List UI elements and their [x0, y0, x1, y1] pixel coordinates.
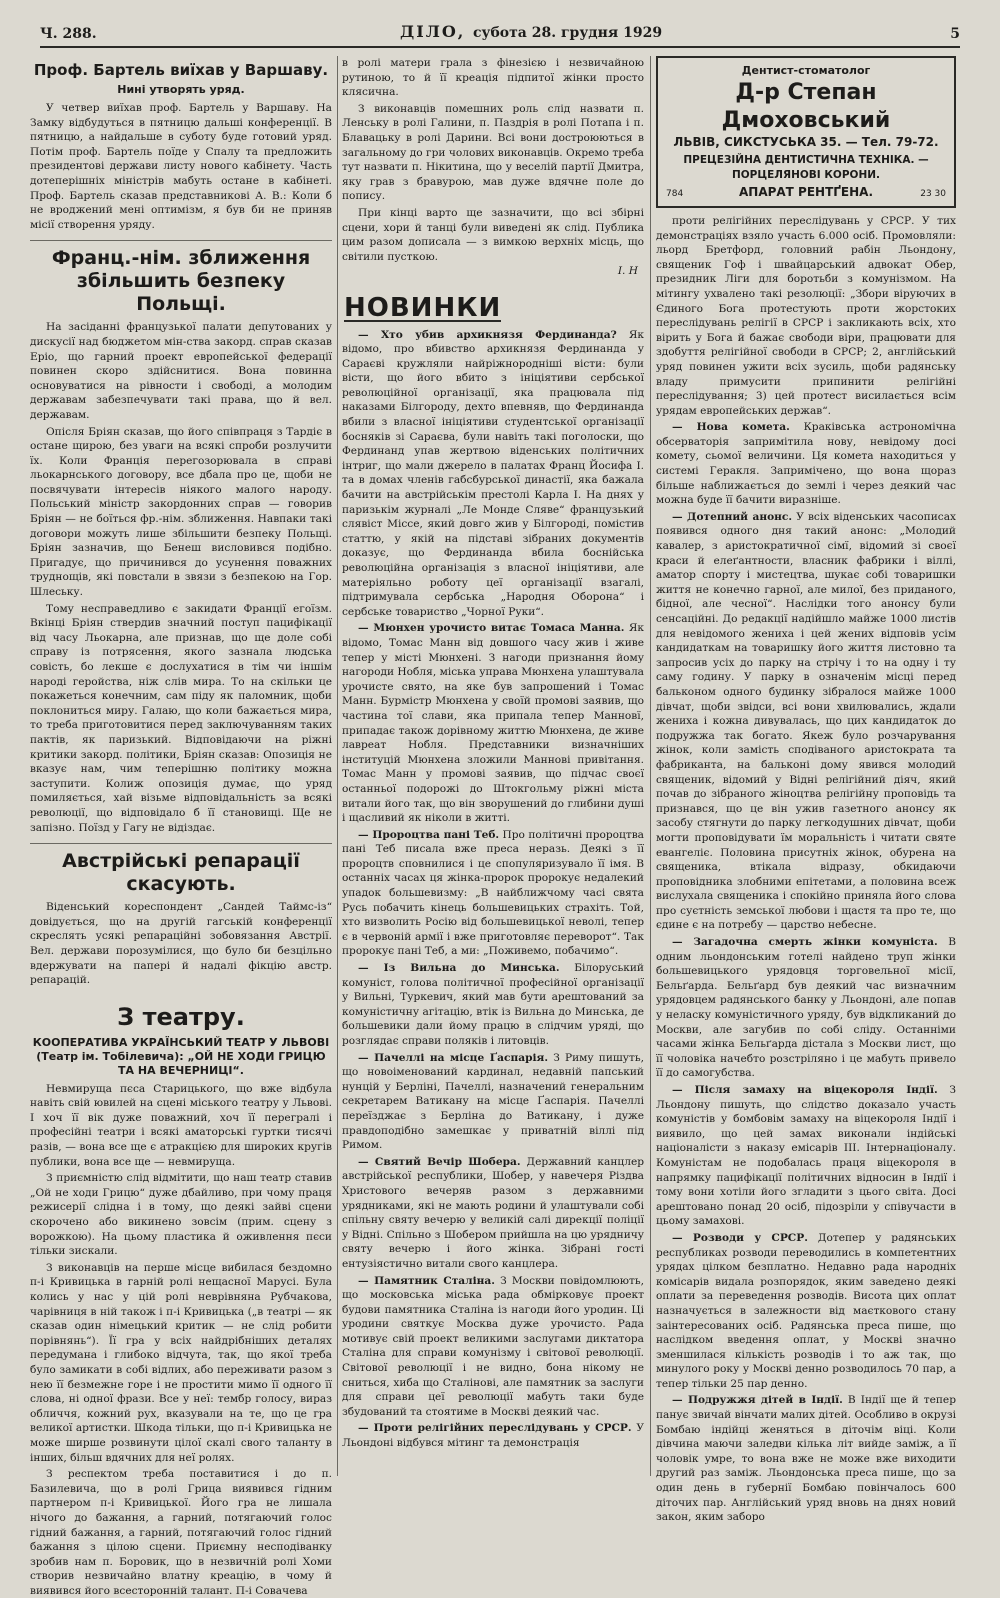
header-rule [40, 46, 960, 48]
news-text: Про політичні пророцтва пані Теб писала вже преса неразь. Деякі з її пророцтв сповнилися і це спопуляризувало її імя. В останніх часах ця жінка-пророк пророкує недалекий упадок большевизму: „В найближчому часі свята Русь побачить кінець большевицьких страхіть. Той, хто визволить Росію від большевицької неволі, тепер є в червоній армії і вже приготовляє переворот“. Так пророкує пані Теб, а ми: „Поживемо, побачимо“. [342, 828, 644, 958]
paragraph: На засіданні французької палати депутованих у дискусії над бюджетом мін-ства закорд. справ сказав Еріо, що гарний проект европейської федерації повинен скоро здійснитися. Вона повинна основуватися на рівности і свободі, а молодим державам забезпечувати такі права, що й вел. державам. [30, 321, 332, 421]
article-title: Проф. Бартель виїхав у Варшаву. [33, 61, 329, 79]
section-title: З театру. [117, 1002, 245, 1031]
divider [30, 240, 332, 241]
paragraph: Опісля Бріян сказав, що його співпраця з Тардіє в остане щирою, без уваги на всякі спроби розлучити їх. Коли Франція перегозорювала в справі льокарнського договору, все дбала про це, щоби не посвячувати інтересів ніякого малого народу. Польський міністр закордонних справ — говорив Бріян — не боїться фр.-нім. зближення. Навпаки такі договори можуть лише збільшити безпеку Польщі. Бріян зазначив, що Бенеш висловився подібно. Пригадує, що причинився до усунення поважних труднощів, які повстали в звязи з безпекою на Гор. Шлеську. [30, 425, 332, 599]
news-item [342, 961, 644, 1049]
issue-date: субота 28. грудня 1929 [472, 25, 663, 41]
news-item [342, 1155, 644, 1272]
ad-number: 23 30 [920, 189, 946, 200]
news-headline: — Дотепний анонс. [672, 510, 793, 523]
news-headline: — Проти релігійних переслідувань у СРСР. [358, 1422, 632, 1435]
news-text: У всіх віденських часописах появився одного дня такий анонс: „Молодий кавалер, з аристократичної сімї, відомий зі своєї краси й елеґантности, власник фабрики і віллі, аматор спорту і мистецтва, шукає собі товаришки життя не конечно гарної, але милої, без приданого, бідної, але чесної“. Наслідки того анонсу були сенсаційні. До редакції надійшло майже 1000 листів для невідомого жениха і цей жених відповів усім кандидаткам на товаришку його життя листовно та запросив усіх до парку на стрічу і то на одну і ту саму годину. У парку в означенім місці перед бальконом одного будинку зібралося майже 1000 дівчат, щоби звідси, всі вони хвилювались, ждали жениха і кожна дивувалась, що цих кандидаток до подружжа так богато. Якеж було розчарування жінок, коли замість сподіваного аристократа та фабриканта, на бальконі дому явився молодий священик, відомий у Відні релігійний діяч, який почав до зібраного жіноцтва релігійну проповідь та признався, що це він ужив газетного анонсу як засобу стягнути до парку легкодушних дівчат, щоби могти проповідувати їм моральність і читати святе евангеліє. Половина присутніх жінок, обурена на священика, втікала відразу, обкидаючи проповідника злобними епітетами, а половина всеж вислухала священика і спокійно приняла його слова про суєтність земської любови і щастя та про те, що єдине є на потребу — царство небесне. [656, 510, 956, 932]
news-item [342, 828, 644, 959]
news-text: З Риму пишуть, що новоіменований кардинал, недавній папський нунцій у Берліні, Пачеллі, назначений генеральним секретарем Ватикану на місце Ґаспарія. Пачеллі переїзджає з Берліна до Ватикану, і дуже правдоподібно замешкає у приватній віллі під Римом. [342, 1051, 644, 1152]
news-headline: — Нова комета. [672, 421, 790, 434]
column-divider [337, 56, 338, 1476]
page-header [40, 22, 960, 48]
article-title: Австрійські репарації скасують. [62, 850, 300, 896]
page-number: 5 [950, 26, 960, 42]
news-headline: — Подружжя дітей в Індії. [672, 1394, 843, 1407]
ad-line: ПРЕЦЕЗІЙНА ДЕНТИСТИЧНА ТЕХНІКА. — ПОРЦЕЛЯНОВІ КОРОНИ. [683, 154, 929, 181]
paragraph: З респектом треба поставитися і до п. Базилевича, що в ролі Грица виявився гідним партнером п-і Кривицької. Його гра не лишала нічого до бажання, а гарний, потягаючий голос гідний бажання, а гарний, потягаючий голос гідний бажання з цілою сцени. Приємну несподіванку зробив нам п. Боровик, що в незвичній ролі Хоми створив незвичайно влатну креацію, в чому й виявився його всесторонній талант. П-і Совачева [30, 1468, 332, 1597]
news-text: Державний канцлер австрійської республики, Шобер, у навечеря Різдва Христового вечеряв разом з державними урядниками, які не мають родини й улаштували собі спільну святу вечерю у великій салі дирекції поліції у Відні. Спільно з Шобером прийшла на цю урядничу святу вечерю і його жінка. Зібрані гості ентузіястично витали свого канцлера. [342, 1155, 644, 1270]
news-text: В одним льондонським готелі найдено труп жінки большевицького урядовця торговельної місії, Бельґарда. Бельґард був деякий час визначним урядовцем радянського банку у Льондоні, але попав у неласку комуністичного уряду, був відкликаний до Москви, але загубив по собі сліду. Останніми часами жінка Бельґарда дістала з Москви лист, що її чоловіка начебто розстріляно і це мабуть привело її до самогубства. [656, 936, 956, 1080]
article-title: Франц.-нім. зближення збільшить безпеку Польщі. [51, 247, 311, 316]
author-signature: І. Н [617, 265, 638, 278]
news-text: Як відомо, Томас Манн від довшого часу жив і живе тепер у місті Мюнхені. З нагоди признання йому нагороди Нобля, міська управа Мюнхена улаштувала урочисте свято, на яке був запрошений і Томас Манн. Бурмістр Мюнхена у своїй промові заявив, що частина тої слави, яка припала тепер Манновї, припадає також дорівному життю Мюнхена, де живе лавреат Нобля. Представники визначніших інституцій Мюнхена зложили Маннові привітання. Томас Манн у промові заявив, що підчас своєї останньої подорожі до Штокгольму ріжні міста витали його так, що він зворушений до глибини душі і щасливий як ніколи в житті. [342, 622, 644, 825]
news-item [656, 420, 956, 508]
news-item [342, 621, 644, 825]
article-subtitle: КООПЕРАТИВА УКРАЇНСЬКИЙ ТЕАТР У ЛЬВОВІ (Театр ім. Тобілевича): „ОЙ НЕ ХОДИ ГРИЦЮ ТА НА ВЕЧЕРНИЦІ“. [32, 1035, 330, 1077]
news-text: У Льондоні відбувся мітинг та демонстрація [342, 1422, 644, 1450]
column-1 [30, 56, 332, 1597]
paragraph: При кінці варто ще зазначити, що всі збірні сцени, хори й танці були виведені як слід. Публика цим разом дописала — з вимкою верхніх місць, що світили пусткою. [342, 206, 644, 263]
article-subtitle: Нині утворять уряд. [117, 83, 245, 96]
news-text: З Москви повідомлюють, що московська міська рада обмірковує проект будови памятника Сталіна із нагоди його уродин. Ці уродини святкує Москва дуже урочисто. Рада мотивує свій проект великими заслугами диктатора Сталіна для справи комунізму і світової революції. Світової революції і не видно, бона нікому не сниться, хиба що Сталінові, але памятник за заслуги для справи цеї революції мабуть таки буде збудований та стоятиме в Москві деякий час. [342, 1274, 644, 1418]
news-item [656, 510, 956, 933]
news-item [656, 1083, 956, 1229]
ad-number: 784 [666, 189, 684, 200]
paragraph: в ролі матери грала з фінезією і незвичайною рутиною, то й її креація підпитої жінки просто клясична. [342, 57, 644, 99]
news-item [342, 328, 644, 620]
paragraph: Тому несправедливо є закидати Франції егоїзм. Вкінці Бріян ствердив значний поступ пацифікації від часу Льокарна, але признав, що ще доле собі справу із потрясення, якого зазнала людська совість, бо лекше є дослухатися в тім чи іншім народі геройства, ніж слів мира. То на скільки це покажеться конечним, сам піду як паломник, щоби поклониться миру. Галаю, що коли бажається мира, то треба приготовитися перед заключуванням таких пактів, як паризький. Відповідаючи на ріжні критики закорд. політики, Бріян сказав: Опозиція не вказує нам, чим теперішню політику можна заступити. Колиж опозиція думає, що уряд помиляється, хай візьме відповідальність за всякі революції, що відповідало б її становищі. Ще не запізно. Поїзд у Гагу не відіздає. [30, 602, 332, 834]
ad-line: Дентист-стоматолог [741, 64, 871, 77]
news-headline: — Пророцтва пані Теб. [358, 828, 500, 841]
ad-xray: АПАРАТ РЕНТҐЕНА. [738, 185, 873, 200]
news-item [342, 1421, 644, 1450]
news-text: З Льондону пишуть, що слідство доказало участь комуністів у бомбовім замаху на віцекороля Індії і виявило, що цей замах виконали індійські націоналісти з наказу емісарів III. Інтернаціоналу. Комуністам не подобалась праця віцекороля в напрямку пацифікації політичних відносин в Індії і тому вони хотіли його згладити з цього світа. Досі арештовано понад 20 осіб, підозріли у співучасти в цьому замахові. [656, 1084, 956, 1228]
news-text: Дотепер у радянських республиках розводи переводились в компетентних урядах цілком безплатно. Недавно рада народніх комісарів видала розпорядок, яким заведено деякі оплати за переведення розводів. Висота цих оплат назначується в залежности від маєткового стану заінтересованих осіб. Радянська преса пише, що наслідком введення оплат, у Москві значно зменшилася кількість розводів і то аж так, що минулого року у Москві денно розводилось 70 пар, а тепер тільки 25 пар денно. [656, 1231, 957, 1390]
news-headline: — Мюнхен урочисто витає Томаса Манна. [358, 622, 625, 635]
news-item [342, 1274, 644, 1420]
news-headline: — Хто убив архикнязя Фердинанда? [358, 328, 617, 341]
news-headline: — Розводи у СРСР. [672, 1231, 808, 1244]
news-item [656, 935, 956, 1081]
news-headline: — Памятник Сталіна. [358, 1274, 495, 1287]
news-item [656, 1393, 956, 1524]
masthead [400, 22, 662, 41]
news-headline: — Загадочна смерть жінки комуніста. [672, 936, 938, 949]
paragraph: Невмируща пєса Старицького, що вже відбула навіть свій ювилей на сцені міського театру у Львові. І хоч її вік дуже поважний, хоч її перегралі і професійні театри і всякі аматорські гуртки тисячі разів, — вона все ще є атракцією для широких кругів публики, вона все ще — невмируща. [30, 1082, 332, 1168]
news-headline: — Святий Вечір Шобера. [358, 1155, 521, 1168]
ad-name: Д-р Степан Дмоховський [721, 79, 891, 133]
news-text: Білоруський комуніст, голова політичної професійної організації у Вильні, Туркевич, який мав бути арештований за комуністичну агітацію, втік із Вильна до Минська, де большевики дали йому працю в слідчим уряді, що розглядає справи поляків і литовців. [342, 962, 644, 1047]
paragraph: З виконавців на перше місце вибилася бездомно п-і Кривицька в гарній ролі нещасної Марусі. Була колись у нас у цій ролі неврівняна Рубчакова, чарівниця в ній також і п-і Кривицька („в театрі — як сказав один німецький критик — не слід робити порівнянь“). Її гра у всіх найдрібніших деталях передумана і глибоко відчута, так, що якої треба було замикати в собі відлих, або переживати разом з нею її безмежне горе і не простити мимо її одного її слова, ні одної фрази. Все у неї: тембр голосу, вираз обличчя, кожний рух, вказували на те, що це гра великої артистки. Шкода тільки, що п-і Кривицька не може ширше розвинути цілої скалі свого таланту в інших, більш вдячних для неї ролях. [30, 1261, 332, 1464]
column-3 [656, 56, 957, 1524]
paragraph: З виконавців помешних роль слід назвати п. Ленську в ролі Галини, п. Паздрія в ролі Потапа і п. Блавацьку в ролі Дарини. Всі вони достроюються в загальному до гри чолових виконавців. Окремо треба тут назвати п. Нікитина, що у веселій партії Дмитра, яку грав з бравурою, мав дуже вдячне поле до попису. [342, 102, 644, 203]
dentist-advertisement [656, 56, 956, 208]
news-item [342, 1051, 644, 1153]
column-divider [650, 56, 651, 1476]
paragraph: проти релігійних переслідувань у СРСР. У тих демонстраціях взяло участь 6.000 осіб. Промовляли: льорд Бретфорд, головний рабін Льондону, священик Гоф і швайцарський адвокат Обер, президник Ліги для боротьби з комунізмом. На мітингу ухвалено такі резолюції: „Збори віруючих в Єдиного Бога протестують проти жорстоких переслідувань релігії в СРСР і закликають всіх, хто вірить у Бога й бажає свободи віри, працювати для здобуття релігійної свободи в СРСР; 2, англійський уряд повинен ужити всіх зусиль, щоби радянську владу примусити припинити релігійні переслідування; 3) цей протест висилається всім урядам европейських держав“. [656, 214, 956, 417]
news-item [656, 1231, 956, 1392]
divider [30, 843, 332, 844]
news-headline: — Після замаху на віцекороля Індії. [672, 1084, 938, 1096]
news-headline: — Із Вильна до Минська. [358, 962, 560, 975]
issue-number: Ч. 288. [40, 26, 97, 42]
news-text: В Індії ще й тепер панує звичай вінчати малих дітей. Особливо в окрузі Бомбаю індійці женяться в діточім віці. Коли дівчина маючи заледви кілька літ вийде заміж, а її чоловік умре, то вона вже не може вже виходити другий раз заміж. Льондонська преса пише, що за один день в губернії Бомбаю повінчалось 600 діточих пар. Англійський уряд вновь на днях новий закон, яким заборо [656, 1394, 956, 1524]
paragraph: З приємністю слід відмітити, що наш театр ставив „Ой не ходи Грицю“ дуже дбайливо, при чому праця режисерії слідна і в тому, що деякі зайві сцени скорочено або викинено зовсім (прим. сцену з ворожкою). На цьому пластика й оживлення пєси тільки зискали. [30, 1172, 332, 1258]
paragraph: Віденський кореспондент „Сандей Таймс-із“ довідується, що на другій гагській конференції скреслять усякі репараційні зобовязання Австрії. Вел. держави порозумілися, що було би безцільно вдержувати на папері й надалі фікцію австр. репарацій. [30, 901, 332, 987]
news-section-title: НОВИНКИ [344, 292, 502, 323]
ad-line [666, 185, 946, 200]
news-headline: — Пачеллі на місце Ґаспарія. [358, 1051, 549, 1064]
ad-address: ЛЬВІВ, СИКСТУСЬКА 35. — Тел. 79-72. [673, 134, 939, 149]
news-text: Як відомо, про вбивство архикнязя Фердинанда у Сараєві кружляли найріжнородніші вісти: були вісти, що його вбито з ініціятиви сербської революційної організації, яка працювала під наказами Білгороду, дехто впевняв, що Фердинанда вбили з власної ініціятиви студентської організації босняків зі Сараєва, були навіть такі поголоски, що Фердинанд упав жертвою віденських політичних інтриг, що мали джерело в палатах Франц Йосифа І. та в домах членів габсбурської династії, яка бажала бачити на австрійськім престолі Карла І. На днях у паризькім журналі „Ле Монде Сляве“ французький слявіст Міссе, який довго жив у Білгороді, помістив статтю, у якій на підставі зібраних документів доказує, що Фердинанда вбила боснійська революційна організація з власної ініціятиви, але матеріяльно роботу цеї організації взагалі, підтримувала сербська „Народня Оборона“ і сербське товариство „Чорної Руки“. [342, 328, 644, 618]
column-2 [342, 56, 644, 1506]
paragraph: У четвер виїхав проф. Бартель у Варшаву. На Замку відбудуться в пятницю дальші конференції. В пятницю, а найдальше в суботу буде готовий уряд. Потім проф. Бартель поїде у Спалу та предложить президентові держави листу нового кабінету. Часть дотеперішніх міністрів мабуть остане в кабінеті. Проф. Бартель сказав представникові А. В.: Коли б не вроджений мені оптимізм, я був би не приняв місії створення уряду. [30, 102, 332, 231]
paper-name: ДІЛО, [400, 22, 466, 41]
news-text: Краківська астрономічна обсерваторія запримітила нову, невідому досі комету, сьомої величини. Ця комета находиться у системі Геракля. Запримічено, що вона щораз більше наближається до землі і через деякий час можна буде її бачити виразніше. [656, 421, 956, 507]
